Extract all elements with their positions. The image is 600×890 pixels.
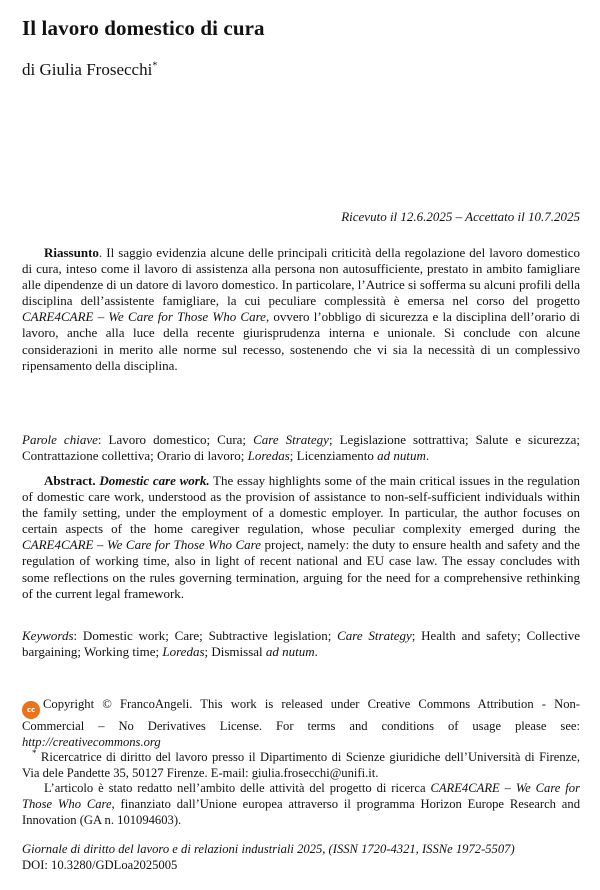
article-title: Il lavoro domestico di cura (22, 16, 265, 40)
parole-text-1: : Lavoro domestico; Cura; (97, 432, 254, 447)
abstract-text-2: project, namely: the duty to ensure health and safety and the regulation of working time, also in light of recent national and EU case law. The essay concludes with some reflections on the rules governing termination, arguing for the need for a comprehensive rethinking of the current legal framework. (22, 537, 580, 601)
riassunto-project: CARE4CARE – We Care for Those Who Care (22, 309, 266, 325)
parole-chiave-paragraph (22, 432, 580, 464)
license-link[interactable]: http://creativecommons.org (22, 734, 161, 749)
parole-text-3: ; Licenziamento (289, 448, 378, 464)
doi[interactable]: DOI: 10.3280/GDLoa2025005 (22, 857, 178, 872)
keywords-text-4: . (314, 644, 318, 660)
riassunto-text-2: , ovvero l’obbligo di sicurezza e la disciplina dell’orario di lavoro, anche alla luce della recente giurisprudenza interna e unionale. Si conclude con alcune considerazioni in merito alle norme sul recesso, sostenendo che vi sia la necessità di un complessivo ripensamento della disciplina. (22, 309, 580, 373)
keywords-paragraph (22, 628, 580, 660)
parole-chiave-label: Parole chiave (22, 432, 98, 447)
creative-commons-icon: cc (22, 701, 40, 719)
parole-text-2: ; Legislazione sottrattiva; Salute e sicurezza; Contrattazione collettiva; Orario di lavoro; (22, 432, 580, 464)
article-funding-note (22, 781, 580, 828)
riassunto-label: Riassunto (44, 245, 99, 260)
footnotes (22, 697, 580, 828)
keywords-text-3: ; Dismissal (204, 644, 266, 660)
copyright-note (22, 697, 580, 750)
journal-citation: Giornale di diritto del lavoro e di relazioni industriali 2025, (ISSN 1720-4321, ISSNe 1972-5507) (22, 842, 515, 856)
author-footnote (22, 750, 580, 781)
parole-italic-1: Care Strategy (253, 432, 329, 447)
keywords-italic-3: ad nutum (265, 644, 315, 660)
author-footnote-text: Ricercatrice di diritto del lavoro presso il Dipartimento di Scienze giuridiche dell’Università di Firenze, Via dele Pandette 35, 50127 Firenze. E-mail: giulia.frosecchi@unifi.it. (22, 750, 580, 780)
author-line (22, 60, 157, 80)
keywords-text-2: ; Health and safety; Collective bargaining; Working time; (22, 628, 580, 660)
footnote-marker: * (32, 748, 37, 758)
abstract-paragraph (22, 473, 580, 602)
abstract-title: Domestic care work. (99, 473, 210, 488)
keywords-italic-1: Care Strategy (337, 628, 412, 643)
funding-text-1: L’articolo è stato redatto nell’ambito delle attività del progetto di ricerca (44, 781, 431, 796)
journal-citation-block (22, 842, 580, 873)
funding-project: CARE4CARE – We Care for Those Who Care (22, 781, 580, 811)
keywords-label: Keywords (22, 628, 74, 643)
riassunto-paragraph (22, 245, 580, 374)
keywords-italic-2: Loredas (162, 644, 205, 660)
received-accepted-dates: Ricevuto il 12.6.2025 – Accettato il 10.7.2025 (341, 209, 580, 224)
author-footnote-marker[interactable]: * (152, 60, 158, 72)
keywords-text-1: : Domestic work; Care; Subtractive legislation; (73, 628, 338, 643)
author-prefix: di (22, 60, 36, 79)
author-name: Giulia Frosecchi (39, 60, 153, 79)
riassunto-text-1: . Il saggio evidenzia alcune delle principali criticità della regolazione del lavoro domestico di cura, inteso come il lavoro di assistenza alla persona non autosufficiente, prestato in ambito famigliare alle dipendenze di un datore di lavoro domestico. In particolare, l’Autrice si sofferma su alcuni profili della disciplina dell’assistente famigliare, la cui peculiare complessità è emersa nel corso del progetto (22, 245, 580, 309)
parole-italic-2: Loredas (247, 448, 290, 464)
abstract-text-1: The essay highlights some of the main critical issues in the regulation of domestic care work, understood as the provision of assistance to non-self-sufficient individuals within the family setting, under the employment of a domestic employer. In particular, the author focuses on certain aspects of the home caregiver regulation, whose peculiar complexity emerged during the (22, 473, 580, 537)
abstract-label: Abstract. (44, 473, 96, 488)
funding-text-2: , finanziato dall’Unione europea attraverso il programma Horizon Europe Research and Innovation (GA n. 101094603). (22, 796, 580, 827)
parole-italic-3: ad nutum (377, 448, 426, 464)
parole-text-4: . (425, 448, 430, 464)
abstract-project: CARE4CARE – We Care for Those Who Care (22, 537, 261, 553)
copyright-text: Copyright © FrancoAngeli. This work is released under Creative Commons Attribution - Non-Commercial – No Derivatives License. For terms and conditions of usage please see: (22, 697, 580, 733)
